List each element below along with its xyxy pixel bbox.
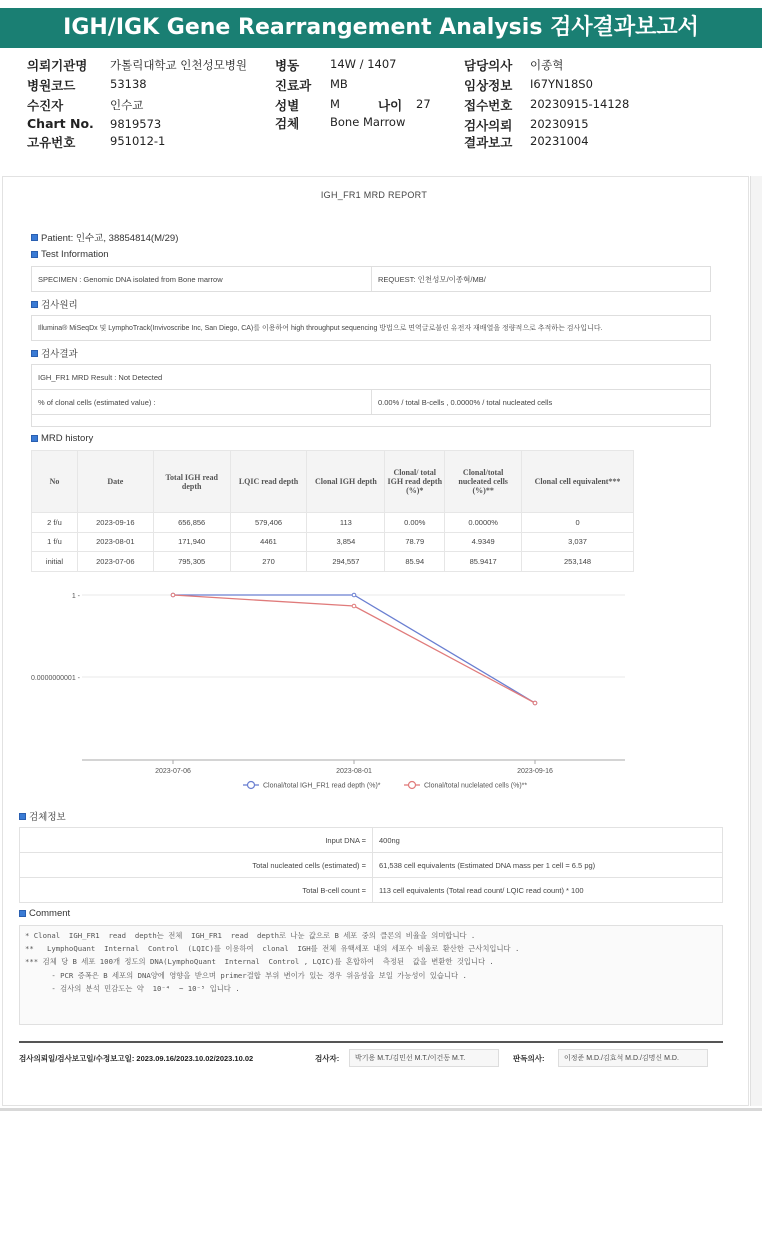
section-title: 검사결과	[41, 349, 78, 360]
table-row	[20, 853, 723, 878]
table-header-row	[32, 451, 634, 513]
bullet-icon	[31, 301, 38, 308]
table-row	[32, 513, 634, 533]
column-header: Clonal/total nucleated cells (%)**	[445, 451, 522, 513]
specimen-info-heading	[19, 809, 66, 823]
mrd-history-heading	[31, 433, 93, 444]
table-cell: 2023-07-06	[77, 552, 153, 572]
bullet-icon	[31, 350, 38, 357]
header-label: 병원코드	[27, 78, 76, 93]
tester-label: 검사자:	[315, 1053, 340, 1063]
column-header: Total IGH read depth	[153, 451, 230, 513]
specimen-info-table	[19, 827, 723, 903]
y-tick-label: 1 -	[71, 593, 80, 600]
header-value: 20230915-14128	[530, 97, 630, 111]
tester-field: 박기용 M.T./김민선 M.T./이건동 M.T.	[349, 1049, 499, 1067]
column-header: LQIC read depth	[230, 451, 307, 513]
x-tick-label: 2023-07-06	[155, 768, 191, 775]
bullet-icon	[31, 435, 38, 442]
patient-text: Patient: 인수교, 38854814(M/29)	[41, 233, 179, 244]
header-value: 9819573	[110, 117, 162, 131]
header-value: 951012-1	[110, 134, 166, 148]
table-cell: 3,037	[522, 532, 634, 552]
table-cell: initial	[32, 552, 78, 572]
spec-value: 400ng	[373, 828, 723, 853]
comment-line: - 검사의 분석 민감도는 약 10⁻⁴ ~ 10⁻⁵ 입니다 .	[25, 983, 240, 993]
mrd-report-title: IGH_FR1 MRD REPORT	[320, 190, 428, 200]
header-label: 병동	[275, 58, 300, 73]
header-value: MB	[330, 77, 348, 91]
legend-marker	[409, 782, 416, 789]
bullet-icon	[31, 251, 38, 258]
header-value: 20230915	[530, 117, 589, 131]
header-label: 검사의뢰	[464, 118, 513, 133]
bullet-icon	[19, 910, 26, 917]
bullet-icon	[31, 234, 38, 241]
header-label: 수진자	[27, 98, 64, 113]
header-value: Bone Marrow	[330, 115, 406, 129]
header-value: 가톨릭대학교 인천성모병원	[110, 58, 247, 72]
legend-label: Clonal/total nuclelated cells (%)**	[424, 782, 528, 790]
request-text: REQUEST: 인천성모/이종혁/MB/	[378, 274, 486, 284]
spec-key: Total nucleated cells (estimated) =	[20, 853, 373, 878]
section-title: MRD history	[41, 433, 94, 444]
table-row	[20, 878, 723, 903]
mrd-history-table	[31, 450, 634, 572]
x-tick-label: 2023-09-16	[517, 768, 553, 775]
comment-box	[19, 925, 723, 1025]
table-cell: 2 f/u	[32, 513, 78, 533]
comment-line: *** 검체 당 B 세포 100개 정도의 DNA(LymphoQuant Internal Control , LQIC)를 혼합하여 측정된 값을 변환한 것입니다 .	[25, 957, 494, 967]
clonal-label: % of clonal cells (estimated value) :	[32, 390, 372, 414]
bullet-icon	[19, 813, 26, 820]
reader-label: 판독의사:	[513, 1053, 545, 1063]
x-tick-label: 2023-08-01	[336, 768, 372, 775]
header-label: 임상정보	[464, 78, 513, 93]
spec-key: Input DNA =	[20, 828, 373, 853]
principle-heading	[31, 297, 78, 311]
table-row	[32, 552, 634, 572]
result-line: IGH_FR1 MRD Result : Not Detected	[38, 372, 163, 382]
mrd-line-chart	[0, 580, 762, 800]
column-header: Clonal cell equivalent***	[522, 451, 634, 513]
column-header: Clonal IGH depth	[307, 451, 385, 513]
footer-divider	[19, 1041, 723, 1043]
header-label: 담당의사	[464, 58, 513, 73]
principle-box	[31, 315, 711, 341]
table-cell: 656,856	[153, 513, 230, 533]
footer-dates: 검사의뢰일/검사보고일/수정보고일: 2023.09.16/2023.10.02/2023.10.02	[19, 1053, 254, 1063]
header-label: 접수번호	[464, 98, 513, 113]
series-line	[173, 595, 535, 703]
table-row	[32, 532, 634, 552]
section-title: Comment	[29, 908, 71, 919]
patient-heading	[31, 230, 178, 244]
table-cell: 795,305	[153, 552, 230, 572]
table-cell: 2023-08-01	[77, 532, 153, 552]
table-row	[20, 828, 723, 853]
specimen-text: SPECIMEN : Genomic DNA isolated from Bone marrow	[32, 267, 372, 291]
legend-label: Clonal/total IGH_FR1 read depth (%)*	[263, 782, 381, 790]
table-cell: 253,148	[522, 552, 634, 572]
legend-marker	[248, 782, 255, 789]
data-point	[171, 593, 175, 597]
header-value: 53138	[110, 77, 147, 91]
table-cell: 4461	[230, 532, 307, 552]
table-cell: 0	[522, 513, 634, 533]
table-cell: 85.9417	[445, 552, 522, 572]
section-title: 검체정보	[29, 812, 66, 823]
comment-line: - PCR 증폭은 B 세포의 DNA양에 영향을 받으며 primer결합 부위 변이가 있는 경우 위음성을 보일 가능성이 있습니다 .	[25, 970, 467, 980]
empty-row	[31, 414, 711, 427]
spec-value: 61,538 cell equivalents (Estimated DNA mass per 1 cell = 6.5 pg)	[373, 853, 723, 878]
column-header: Clonal/ total IGH read depth (%)*	[385, 451, 445, 513]
comment-line: ** LymphoQuant Internal Control (LQIC)를 이용하여 clonal IGH를 전체 유핵세포 내의 세포수 비율로 환산한 근사치입니다 .	[25, 944, 520, 954]
column-header: Date	[77, 451, 153, 513]
table-cell: 4.9349	[445, 532, 522, 552]
comment-heading	[19, 908, 70, 919]
table-cell: 579,406	[230, 513, 307, 533]
header-label: Chart No.	[27, 116, 94, 131]
table-cell: 0.00%	[385, 513, 445, 533]
report-title-bar: IGH/IGK Gene Rearrangement Analysis 검사결과보고서	[0, 8, 762, 48]
header-value: 인수교	[110, 98, 144, 112]
header-value: 이종혁	[530, 58, 564, 72]
header-label: 의뢰기관명	[27, 58, 88, 73]
header-label: 성별	[275, 98, 300, 113]
table-cell: 171,940	[153, 532, 230, 552]
header-value: 20231004	[530, 134, 589, 148]
header-label: 진료과	[275, 78, 312, 93]
section-title: Test Information	[41, 249, 109, 260]
header-value: I67YN18S0	[530, 77, 593, 91]
data-point	[352, 593, 356, 597]
test-info-box	[31, 266, 711, 292]
series-line	[173, 595, 535, 703]
age-value: 27	[416, 97, 431, 111]
header-label: 고유번호	[27, 135, 76, 150]
table-cell: 3,854	[307, 532, 385, 552]
table-cell: 2023-09-16	[77, 513, 153, 533]
section-title: 검사원리	[41, 300, 78, 311]
spec-key: Total B-cell count =	[20, 878, 373, 903]
clonal-box	[31, 389, 711, 415]
divider	[0, 1108, 762, 1111]
header-label: 결과보고	[464, 135, 513, 150]
table-cell: 1 f/u	[32, 532, 78, 552]
y-tick-label: 0.0000000001 -	[30, 675, 80, 682]
table-cell: 78.79	[385, 532, 445, 552]
table-cell: 270	[230, 552, 307, 572]
principle-text: Illumina® MiSeqDx 및 LymphoTrack(Invivoscribe Inc, San Diego, CA)를 이용하여 high throughput sequencing 방법으로 면역글로불린 유전자 재배열을 정량적으로 추적하는 검사입니다.	[38, 325, 603, 332]
spec-value: 113 cell equivalents (Total read count/ LQIC read count) * 100	[373, 878, 723, 903]
table-cell: 85.94	[385, 552, 445, 572]
test-info-heading	[31, 249, 109, 260]
age-label: 나이	[378, 98, 403, 113]
header-value: 14W / 1407	[330, 57, 397, 71]
clonal-value: 0.00% / total B-cells , 0.0000% / total nucleated cells	[378, 397, 553, 407]
table-cell: 294,557	[307, 552, 385, 572]
table-cell: 113	[307, 513, 385, 533]
table-cell: 0.0000%	[445, 513, 522, 533]
column-header: No	[32, 451, 78, 513]
data-point	[352, 604, 356, 608]
result-heading	[31, 346, 78, 360]
result-box	[31, 364, 711, 390]
header-label: 검체	[275, 116, 300, 131]
reader-field: 이정준 M.D./김효석 M.D./김명신 M.D.	[558, 1049, 708, 1067]
header-value: M	[330, 97, 340, 111]
comment-line: * Clonal IGH_FR1 read depth는 전체 IGH_FR1 read depth로 나눈 값으로 B 세포 중의 클론의 비율을 의미합니다 .	[25, 931, 476, 940]
data-point	[533, 701, 537, 705]
